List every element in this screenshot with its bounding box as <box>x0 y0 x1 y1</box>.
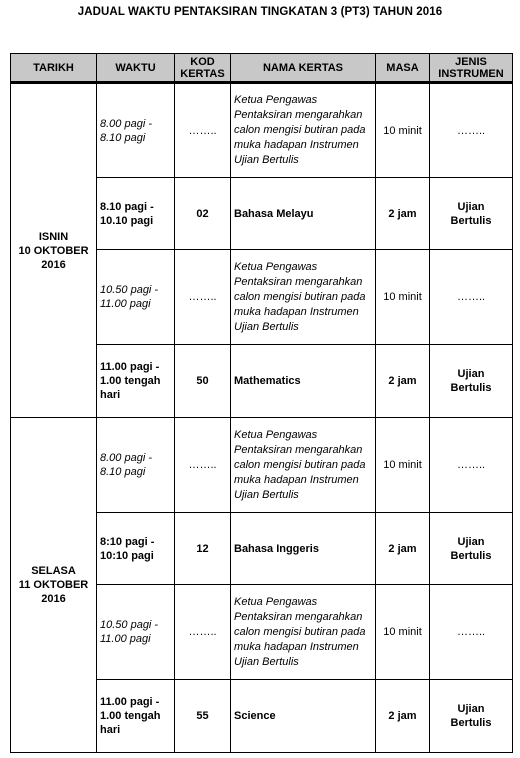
masa-cell: 2 jam <box>376 178 430 250</box>
jenis-line: Bertulis <box>450 214 492 227</box>
nama-kertas-cell: Mathematics <box>231 345 376 418</box>
waktu-cell <box>97 585 175 680</box>
jenis-instrumen-cell <box>430 250 513 345</box>
table-row <box>11 83 513 178</box>
jenis-instrumen-cell <box>430 345 513 418</box>
waktu-line: 11.00 pagi <box>100 633 151 645</box>
header-jenis-line1: JENIS <box>455 55 487 68</box>
kod-kertas-cell: 55 <box>175 680 231 753</box>
date-cell <box>11 418 97 753</box>
waktu-cell <box>97 418 175 513</box>
header-waktu: WAKTU <box>97 54 175 83</box>
timetable-body <box>11 83 513 753</box>
masa-cell: 2 jam <box>376 345 430 418</box>
jenis-line: Ujian <box>457 703 485 715</box>
header-nama-kertas: NAMA KERTAS <box>231 54 376 83</box>
day-name: ISNIN <box>38 230 69 243</box>
jenis-instrumen-cell <box>430 178 513 250</box>
header-kod-line2: KERTAS <box>180 67 225 80</box>
waktu-line: 10.50 pagi - <box>100 284 159 296</box>
nama-kertas-cell: Bahasa Melayu <box>231 178 376 250</box>
header-jenis-instrumen <box>430 54 513 83</box>
waktu-cell <box>97 513 175 585</box>
header-kod-kertas <box>175 54 231 83</box>
jenis-line: …….. <box>456 459 486 471</box>
waktu-cell <box>97 250 175 345</box>
masa-cell: 2 jam <box>376 680 430 753</box>
kod-kertas-cell: …….. <box>175 250 231 345</box>
header-tarikh: TARIKH <box>11 54 97 83</box>
waktu-line: 8.00 pagi - <box>100 452 152 464</box>
waktu-line: hari <box>100 389 121 401</box>
jenis-line: Bertulis <box>450 717 492 729</box>
waktu-line: 11.00 pagi <box>100 298 151 310</box>
jenis-line: Ujian <box>457 535 485 548</box>
header-masa: MASA <box>376 54 430 83</box>
masa-cell: 2 jam <box>376 513 430 585</box>
jenis-line: Ujian <box>457 368 485 380</box>
masa-cell: 10 minit <box>376 83 430 178</box>
day-date: 10 OKTOBER <box>18 244 89 257</box>
jenis-instrumen-cell <box>430 418 513 513</box>
kod-kertas-cell: 50 <box>175 345 231 418</box>
kod-kertas-cell: …….. <box>175 83 231 178</box>
masa-cell: 10 minit <box>376 250 430 345</box>
waktu-cell <box>97 178 175 250</box>
waktu-line: 8:10 pagi - <box>100 535 155 548</box>
day-date: 11 OKTOBER <box>18 579 89 591</box>
waktu-line: 8.10 pagi - <box>100 200 154 213</box>
kod-kertas-cell: …….. <box>175 585 231 680</box>
jenis-instrumen-cell <box>430 680 513 753</box>
timetable <box>10 53 513 753</box>
masa-cell: 10 minit <box>376 418 430 513</box>
jenis-line: Bertulis <box>450 549 492 562</box>
nama-kertas-cell: Bahasa Inggeris <box>231 513 376 585</box>
jenis-line: Bertulis <box>450 382 492 394</box>
waktu-cell <box>97 680 175 753</box>
day-year: 2016 <box>41 258 66 271</box>
day-name: SELASA <box>31 565 76 577</box>
waktu-cell <box>97 83 175 178</box>
waktu-line: 8.10 pagi <box>100 131 146 144</box>
waktu-line: 1.00 tengah <box>100 375 161 387</box>
masa-cell: 10 minit <box>376 585 430 680</box>
waktu-line: 8.10 pagi <box>100 466 146 478</box>
kod-kertas-cell: 02 <box>175 178 231 250</box>
jenis-instrumen-cell <box>430 513 513 585</box>
waktu-line: 1.00 tengah <box>100 710 161 722</box>
header-row <box>11 54 513 83</box>
jenis-instrumen-cell <box>430 585 513 680</box>
header-jenis-line2: INSTRUMEN <box>438 67 504 80</box>
page-title: JADUAL WAKTU PENTAKSIRAN TINGKATAN 3 (PT3) TAHUN 2016 <box>77 6 443 18</box>
nama-kertas-cell: Ketua Pengawas Pentaksiran mengarahkan calon mengisi butiran pada muka hadapan Instrumen Ujian Bertulis <box>231 418 376 513</box>
nama-kertas-cell: Ketua Pengawas Pentaksiran mengarahkan calon mengisi butiran pada muka hadapan Instrumen Ujian Bertulis <box>231 83 376 178</box>
waktu-line: 10:10 pagi <box>100 549 154 562</box>
header-kod-line1: KOD <box>190 55 215 68</box>
date-cell <box>11 83 97 418</box>
jenis-line: …….. <box>456 291 486 303</box>
nama-kertas-cell: Science <box>231 680 376 753</box>
waktu-line: 10.10 pagi <box>100 214 154 227</box>
waktu-cell <box>97 345 175 418</box>
kod-kertas-cell: 12 <box>175 513 231 585</box>
table-row <box>11 418 513 513</box>
jenis-line: …….. <box>456 626 486 638</box>
day-year: 2016 <box>41 593 66 605</box>
kod-kertas-cell: …….. <box>175 418 231 513</box>
waktu-line: 11.00 pagi - <box>100 361 160 373</box>
jenis-line: Ujian <box>457 200 485 213</box>
jenis-line: …….. <box>456 124 486 137</box>
nama-kertas-cell: Ketua Pengawas Pentaksiran mengarahkan calon mengisi butiran pada muka hadapan Instrumen Ujian Bertulis <box>231 585 376 680</box>
jenis-instrumen-cell <box>430 83 513 178</box>
waktu-line: 11.00 pagi - <box>100 696 160 708</box>
nama-kertas-cell: Ketua Pengawas Pentaksiran mengarahkan calon mengisi butiran pada muka hadapan Instrumen Ujian Bertulis <box>231 250 376 345</box>
waktu-line: 8.00 pagi - <box>100 117 152 130</box>
waktu-line: 10.50 pagi - <box>100 619 159 631</box>
waktu-line: hari <box>100 724 121 736</box>
